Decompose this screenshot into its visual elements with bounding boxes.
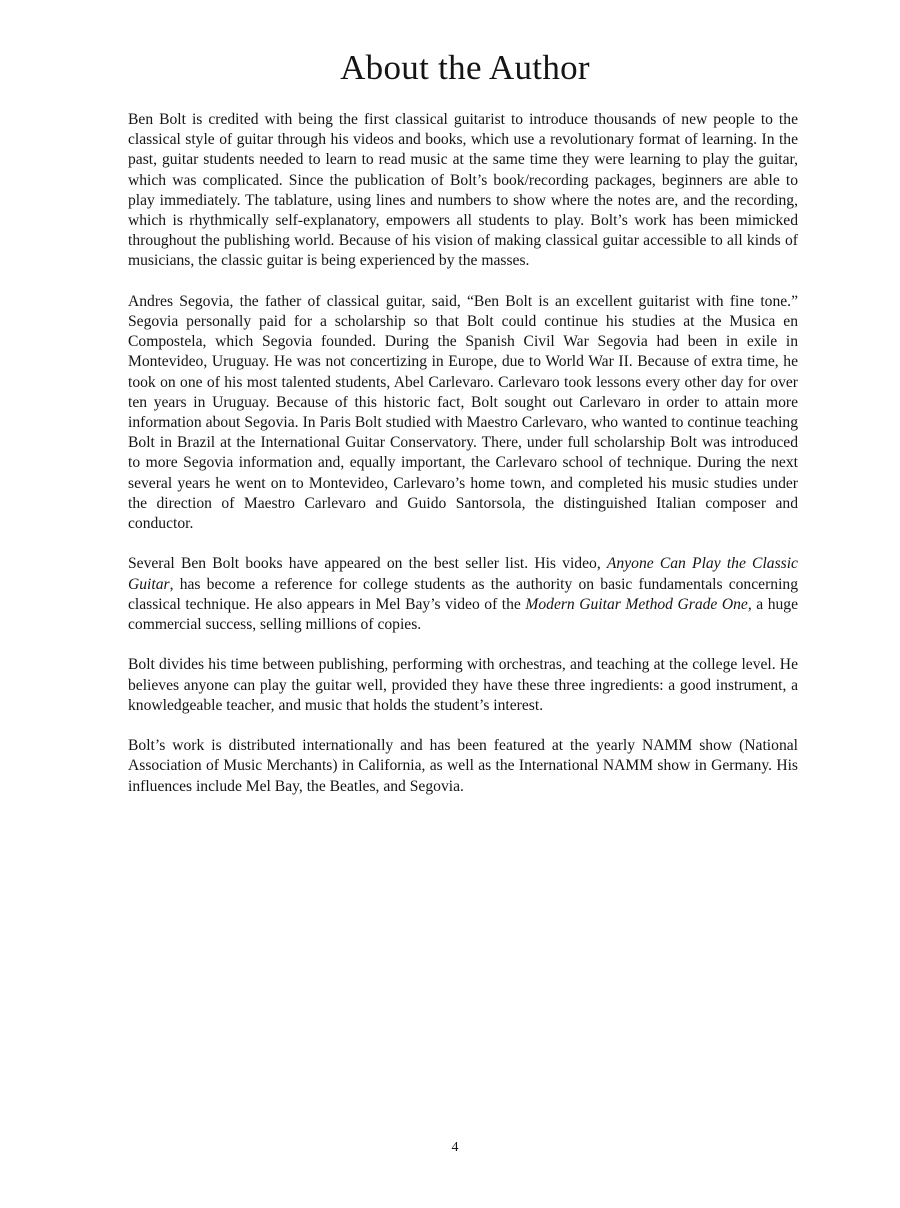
page-number: 4 bbox=[451, 1140, 459, 1155]
video-title-modern-guitar-method: Modern Guitar Method Grade One bbox=[525, 595, 748, 613]
paragraph-publications-text-1: Several Ben Bolt books have appeared on the best seller list. His video, bbox=[128, 555, 607, 573]
article-body bbox=[128, 110, 798, 817]
paragraph-introduction: Ben Bolt is credited with being the first classical guitarist to introduce thousands of new people to the classical style of guitar through his videos and books, which use a revolutionary format of learning. In the past, guitar students needed to learn to read music at the same time they were learning to play the guitar, which was complicated. Since the publication of Bolt’s book/recording packages, beginners are able to play immediately. The tablature, using lines and numbers to show where the notes are, and the recording, which is rhythmically self-explanatory, empowers all students to play. Bolt’s work has been mimicked throughout the publishing world. Because of his vision of making classical guitar accessible to all kinds of musicians, the classic guitar is being experienced by the masses. bbox=[128, 111, 798, 270]
paragraph-publications bbox=[128, 554, 798, 635]
paragraph-teaching: Bolt divides his time between publishing, performing with orchestras, and teaching at the college level. He believes anyone can play the guitar well, provided they have these three ingredients: a good instrument, a knowledgeable teacher, and music that holds the student’s interest. bbox=[128, 656, 798, 714]
paragraph-namm: Bolt’s work is distributed internationally and has been featured at the yearly NAMM show (National Association of Music Merchants) in California, as well as the International NAMM show in Germany. His influences include Mel Bay, the Beatles, and Segovia. bbox=[128, 737, 798, 795]
video-title-anyone-can-play: Anyone Can Play the Classic Guitar bbox=[128, 555, 798, 593]
paragraph-publications-text-3: , a huge commercial success, selling millions of copies. bbox=[128, 595, 799, 634]
paragraph-publications-text-2: , has become a reference for college students as the authority on basic fundamentals concerning classical technique. He also appears in Mel Bay’s video of the bbox=[128, 575, 798, 613]
page-title: About the Author bbox=[340, 48, 590, 87]
paragraph-segovia: Andres Segovia, the father of classical guitar, said, “Ben Bolt is an excellent guitarist with fine tone.” Segovia personally paid for a scholarship so that Bolt could continue his studies at the Musica en Compostela, which Segovia founded. During the Spanish Civil War Segovia had been in exile in Montevideo, Uruguay. He was not concertizing in Europe, due to World War II. Because of extra time, he took on one of his most talented students, Abel Carlevaro. Carlevaro took lessons every other day for over ten years in Uruguay. Because of this historic fact, Bolt sought out Carlevaro in order to attain more information about Segovia. In Paris Bolt studied with Maestro Carlevaro, who wanted to continue teaching Bolt in Brazil at the International Guitar Conservatory. There, under full scholarship Bolt was introduced to more Segovia information and, equally important, the Carlevaro school of technique. During the next several years he went on to Montevideo, Carlevaro’s home town, and completed his music studies under the direction of Maestro Carlevaro and Guido Santorsola, the distinguished Italian composer and conductor. bbox=[128, 292, 798, 533]
